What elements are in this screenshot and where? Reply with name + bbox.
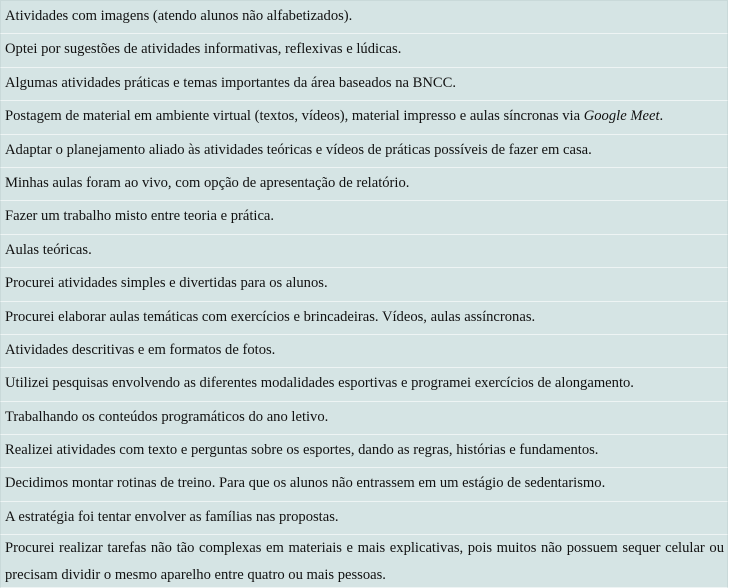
table-row (0, 168, 728, 201)
table-row (0, 268, 728, 301)
table-row (0, 135, 728, 168)
row-text: Procurei elaborar aulas temáticas com exercícios e brincadeiras. Vídeos, aulas assíncronas. (5, 308, 536, 325)
table-row (0, 101, 728, 134)
row-text-end: . (659, 108, 664, 125)
table-row (0, 335, 728, 368)
row-text: Atividades com imagens (atendo alunos não alfabetizados). (5, 8, 353, 24)
table-row (0, 535, 728, 588)
row-text: Decidimos montar rotinas de treino. Para que os alunos não entrassem em um estágio de sedentarismo. (5, 475, 606, 492)
row-text: Adaptar o planejamento aliado às atividades teóricas e vídeos de práticas possíveis de fazer em casa. (5, 141, 592, 158)
row-text: Procurei realizar tarefas não tão complexas em materiais e mais explicativas, pois muitos não possuem sequer celular ou precisam dividir o mesmo aparelho entre quatro ou mais pessoas. (5, 540, 724, 584)
table-row (0, 34, 728, 67)
table-row (0, 1, 728, 34)
row-text: Algumas atividades práticas e temas importantes da área baseados na BNCC. (5, 74, 457, 91)
row-text: Fazer um trabalho misto entre teoria e prática. (5, 208, 275, 225)
table-row (0, 68, 728, 101)
table-row (0, 468, 728, 501)
row-text: Trabalhando os conteúdos programáticos do ano letivo. (5, 408, 329, 425)
table-row (0, 402, 728, 435)
row-text: A estratégia foi tentar envolver as famílias nas propostas. (5, 508, 339, 525)
row-text: Realizei atividades com texto e perguntas sobre os esportes, dando as regras, histórias e fundamentos. (5, 442, 599, 459)
row-text: Procurei atividades simples e divertidas para os alunos. (5, 275, 328, 292)
table-row (0, 201, 728, 234)
table-row (0, 368, 728, 401)
table-row (0, 435, 728, 468)
row-text-emphasis: Google Meet (583, 108, 660, 125)
row-text: Optei por sugestões de atividades informativas, reflexivas e lúdicas. (5, 41, 402, 58)
row-text: Utilizei pesquisas envolvendo as diferentes modalidades esportivas e programei exercícios de alongamento. (5, 375, 634, 392)
row-text: Aulas teóricas. (5, 241, 92, 258)
row-text: Atividades descritivas e em formatos de fotos. (5, 341, 276, 358)
table-row (0, 502, 728, 535)
table-row (0, 235, 728, 268)
table-row (0, 302, 728, 335)
row-text: Postagem de material em ambiente virtual (textos, vídeos), material impresso e aulas síncronas via (5, 108, 584, 125)
row-text: Minhas aulas foram ao vivo, com opção de apresentação de relatório. (5, 174, 410, 191)
